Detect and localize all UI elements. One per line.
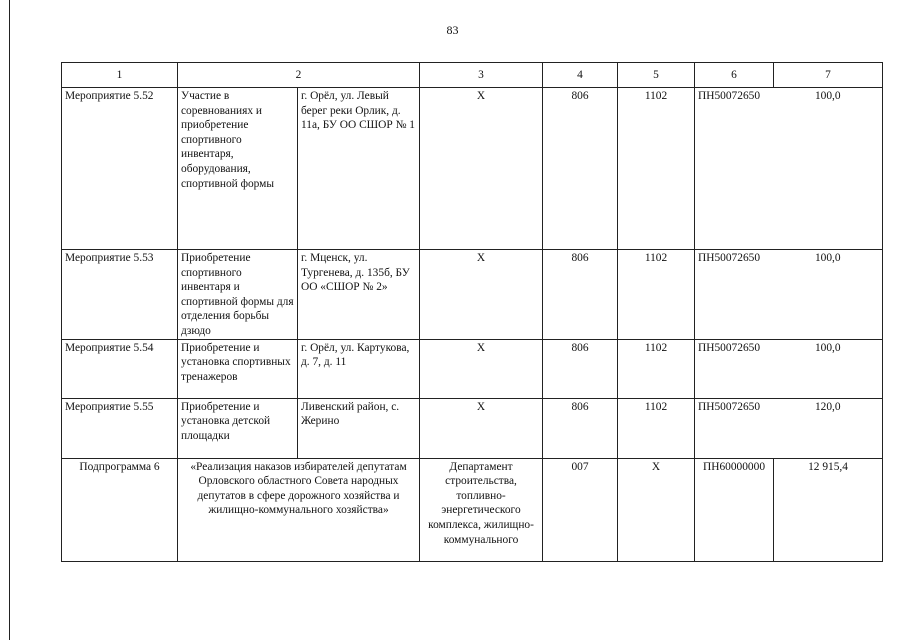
table-row xyxy=(62,88,883,250)
budget-table xyxy=(61,62,883,562)
event-cell: Мероприятие 5.53 xyxy=(62,250,178,340)
col5-cell: Х xyxy=(618,458,695,561)
col7-cell: 100,0 xyxy=(774,250,883,340)
col4-cell: 007 xyxy=(543,458,618,561)
header-cell-4: 4 xyxy=(543,63,618,88)
col3-cell: Х xyxy=(420,250,543,340)
col4-cell: 806 xyxy=(543,339,618,398)
address-cell: Ливенский район, с. Жерино xyxy=(298,398,420,458)
col6-cell: ПН50072650 xyxy=(695,88,774,250)
col4-cell: 806 xyxy=(543,250,618,340)
event-name-cell: Приобретение спортивного инвентаря и спортивной формы для отделения борьбы дзюдо xyxy=(178,250,298,340)
event-cell: Мероприятие 5.54 xyxy=(62,339,178,398)
header-cell-1: 1 xyxy=(62,63,178,88)
left-margin-rule xyxy=(9,0,10,640)
table-row xyxy=(62,339,883,398)
header-cell-3: 3 xyxy=(420,63,543,88)
address-cell: г. Орёл, ул. Левый берег реки Орлик, д. 11а, БУ ОО СШОР № 1 xyxy=(298,88,420,250)
col5-cell: 1102 xyxy=(618,339,695,398)
col6-cell: ПН50072650 xyxy=(695,250,774,340)
col3-cell: Х xyxy=(420,339,543,398)
col3-cell: Х xyxy=(420,88,543,250)
event-name-cell: Приобретение и установка спортивных тренажеров xyxy=(178,339,298,398)
event-name-cell: Приобретение и установка детской площадки xyxy=(178,398,298,458)
header-cell-6: 6 xyxy=(695,63,774,88)
table-header-row xyxy=(62,63,883,88)
header-cell-2: 2 xyxy=(178,63,420,88)
page-number: 83 xyxy=(446,23,459,37)
col7-cell: 100,0 xyxy=(774,339,883,398)
col6-cell: ПН60000000 xyxy=(695,458,774,561)
header-cell-5: 5 xyxy=(618,63,695,88)
col7-cell: 100,0 xyxy=(774,88,883,250)
col6-cell: ПН50072650 xyxy=(695,398,774,458)
col5-cell: 1102 xyxy=(618,88,695,250)
col4-cell: 806 xyxy=(543,398,618,458)
col5-cell: 1102 xyxy=(618,398,695,458)
col5-cell: 1102 xyxy=(618,250,695,340)
subprogram-name-cell: «Реализация наказов избирателей депутатам Орловского областного Совета народных депутатов в сфере дорожного хозяйства и жилищно-коммунального хозяйства» xyxy=(178,458,420,561)
col7-cell: 12 915,4 xyxy=(774,458,883,561)
address-cell: г. Мценск, ул. Тургенева, д. 135б, БУ ОО «СШОР № 2» xyxy=(298,250,420,340)
col7-cell: 120,0 xyxy=(774,398,883,458)
col3-cell: Х xyxy=(420,398,543,458)
subprogram-title-cell: Подпрограмма 6 xyxy=(62,458,178,561)
address-cell: г. Орёл, ул. Картукова, д. 7, д. 11 xyxy=(298,339,420,398)
table-row xyxy=(62,250,883,340)
event-name-cell: Участие в соревнованиях и приобретение спортивного инвентаря, оборудования, спортивной формы xyxy=(178,88,298,250)
table-row xyxy=(62,398,883,458)
col6-cell: ПН50072650 xyxy=(695,339,774,398)
subprogram-row xyxy=(62,458,883,561)
subprogram-department-cell: Департамент строительства, топливно-энергетического комплекса, жилищно-коммунального xyxy=(420,458,543,561)
event-cell: Мероприятие 5.52 xyxy=(62,88,178,250)
event-cell: Мероприятие 5.55 xyxy=(62,398,178,458)
col4-cell: 806 xyxy=(543,88,618,250)
header-cell-7: 7 xyxy=(774,63,883,88)
